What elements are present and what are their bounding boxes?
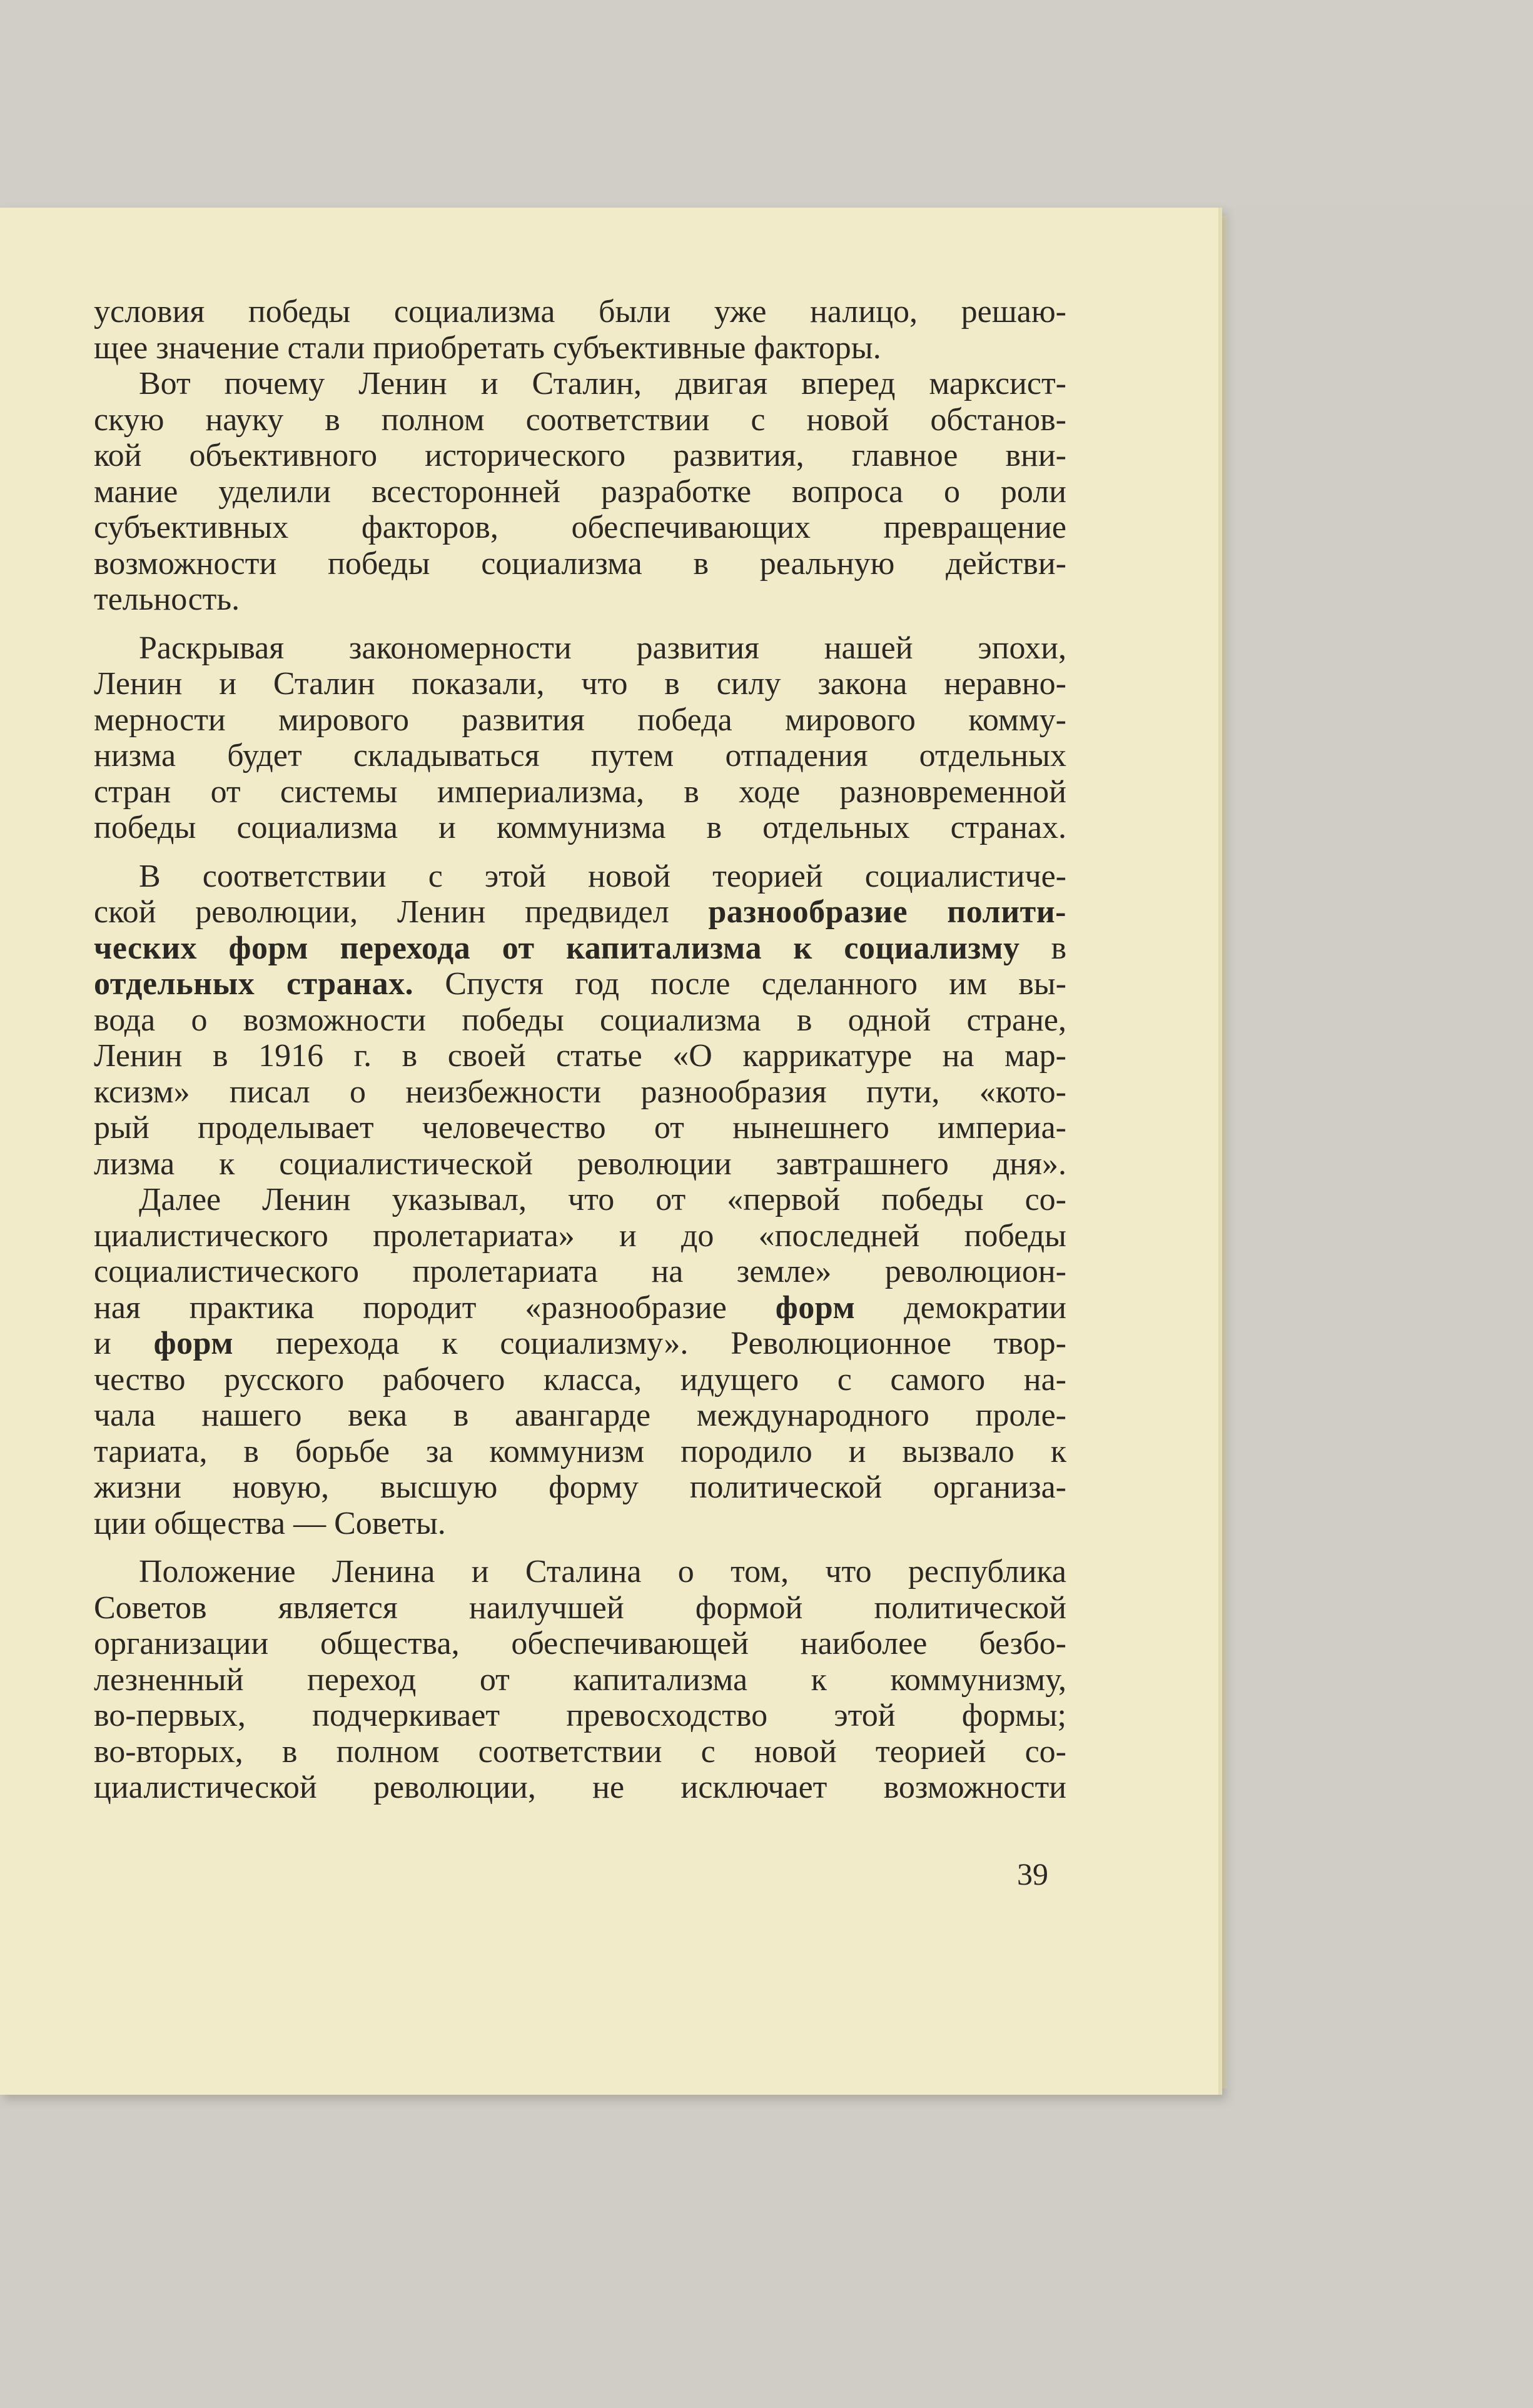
text-line: Ленин в 1916 г. в своей статье «О каррикатуре на мар- bbox=[94, 1038, 1066, 1074]
text-line: Вот почему Ленин и Сталин, двигая вперед марксист- bbox=[139, 366, 1066, 401]
text-line-bold-mixed: отдельных странах. Спустя год после сделанного им вы- bbox=[94, 966, 1066, 1002]
paragraph-gap bbox=[94, 1541, 1066, 1554]
text-line-bold-mixed: ная практика породит «разнообразие форм демократии bbox=[94, 1289, 1066, 1326]
paragraph-gap bbox=[94, 846, 1066, 859]
text-line: кой объективного исторического развития, главное вни- bbox=[94, 438, 1066, 473]
text-line: Положение Ленина и Сталина о том, что республика bbox=[139, 1554, 1066, 1589]
text-line: социалистического пролетариата на земле» революцион- bbox=[94, 1254, 1066, 1289]
emphasis-text: разнообразие полити- bbox=[708, 894, 1066, 930]
text-line: ции общества — Советы. bbox=[94, 1505, 446, 1541]
text-line: лезненный переход от капитализма к коммунизму, bbox=[94, 1661, 1066, 1698]
text-line: организации общества, обеспечивающей наиболее безбо- bbox=[94, 1626, 1066, 1661]
text-line: лизма к социалистической революции завтрашнего дня». bbox=[94, 1146, 1066, 1182]
text-line: рый проделывает человечество от нынешнего империа- bbox=[94, 1110, 1066, 1146]
text-line: мерности мирового развития победа мирового комму- bbox=[94, 702, 1066, 738]
text-line: тельность. bbox=[94, 582, 240, 617]
text-line: во-первых, подчеркивает превосходство этой формы; bbox=[94, 1698, 1066, 1733]
body-text bbox=[94, 294, 1066, 1806]
text-line: В соответствии с этой новой теорией социалистиче- bbox=[139, 858, 1066, 894]
emphasis-text: форм bbox=[775, 1289, 856, 1326]
text-line: Далее Ленин указывал, что от «первой победы со- bbox=[139, 1182, 1066, 1217]
paragraph-2 bbox=[94, 366, 1066, 618]
scan-background bbox=[0, 0, 1533, 206]
text-line: жизни новую, высшую форму политической организа- bbox=[94, 1469, 1066, 1505]
text-line: условия победы социализма были уже налицо, решаю- bbox=[94, 294, 1066, 330]
emphasis-text: отдельных странах. bbox=[94, 966, 414, 1002]
text-line: возможности победы социализма в реальную действи- bbox=[94, 545, 1066, 582]
text-line: Раскрывая закономерности развития нашей эпохи, bbox=[139, 630, 1066, 666]
text-line: стран от системы империализма, в ходе разновременной bbox=[94, 773, 1066, 810]
text-line: победы социализма и коммунизма в отдельных странах. bbox=[94, 810, 1066, 845]
text-line: щее значение стали приобретать субъективные факторы. bbox=[94, 330, 881, 366]
paragraph-1 bbox=[94, 294, 1066, 366]
text-line: чество русского рабочего класса, идущего с самого на- bbox=[94, 1361, 1066, 1398]
text-line: субъективных факторов, обеспечивающих превращение bbox=[94, 510, 1066, 545]
text-line: Советов является наилучшей формой политической bbox=[94, 1589, 1066, 1626]
text-line: тариата, в борьбе за коммунизм породило и вызвало к bbox=[94, 1433, 1066, 1469]
text-line: скую науку в полном соответствии с новой обстанов- bbox=[94, 401, 1066, 438]
text-line: ксизм» писал о неизбежности разнообразия пути, «кото- bbox=[94, 1074, 1066, 1110]
text-line: Ленин и Сталин показали, что в силу закона неравно- bbox=[94, 666, 1066, 702]
paragraph-3 bbox=[94, 630, 1066, 846]
paragraph-gap bbox=[94, 618, 1066, 630]
emphasis-text: ческих форм перехода от капитализма к социализму bbox=[94, 930, 1020, 966]
text-line: вода о возможности победы социализма в одной стране, bbox=[94, 1002, 1066, 1038]
paragraph-4 bbox=[94, 859, 1066, 1182]
text-line-bold-mixed: ской революции, Ленин предвидел разнообразие полити- bbox=[94, 894, 1066, 930]
text-line: циалистической революции, не исключает возможности bbox=[94, 1770, 1066, 1805]
text-line-bold-mixed: и форм перехода к социализму». Революционное твор- bbox=[94, 1326, 1066, 1361]
paragraph-5 bbox=[94, 1182, 1066, 1541]
text-line: во-вторых, в полном соответствии с новой теорией со- bbox=[94, 1733, 1066, 1770]
paragraph-6 bbox=[94, 1554, 1066, 1806]
text-line-bold: ческих форм перехода от капитализма к социализму в bbox=[94, 930, 1066, 966]
text-line: мание уделили всесторонней разработке вопроса о роли bbox=[94, 473, 1066, 510]
text-line: низма будет складываться путем отпадения отдельных bbox=[94, 738, 1066, 773]
emphasis-text: форм bbox=[153, 1326, 234, 1361]
text-line: циалистического пролетариата» и до «последней победы bbox=[94, 1217, 1066, 1254]
text-line: чала нашего века в авангарде международного проле- bbox=[94, 1398, 1066, 1433]
page-number: 39 bbox=[1017, 1856, 1048, 1892]
